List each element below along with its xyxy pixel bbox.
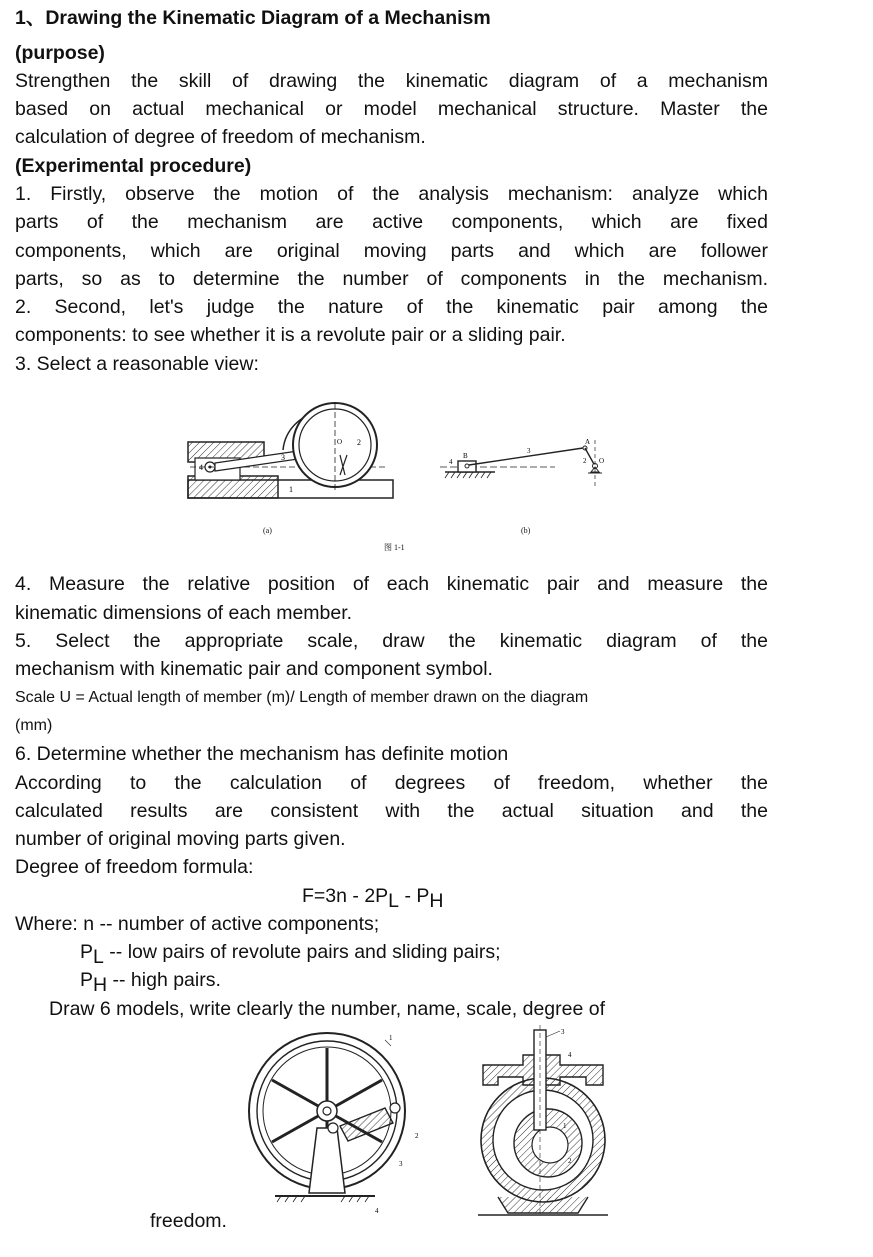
step-line-3: components, which are original moving parts and which are follower <box>15 240 768 262</box>
pump-label-2: 2 <box>568 1157 572 1165</box>
step5-line-2: mechanism with kinematic pair and component symbol. <box>15 658 493 680</box>
purpose-line-1: Strengthen the skill of drawing the kinematic diagram of a mechanism <box>15 70 768 92</box>
fig-a-label-1: 1 <box>289 485 293 494</box>
fig-a-label-4: 4 <box>199 463 203 472</box>
figure-flywheel-mechanism <box>245 1028 435 1218</box>
formula-prefix: F=3n - 2P <box>302 885 389 907</box>
step6-line-4: number of original moving parts given. <box>15 828 346 850</box>
step4-line-2: kinematic dimensions of each member. <box>15 602 353 624</box>
formula-sub-h: H <box>429 890 444 912</box>
pl-sub: L <box>93 946 104 968</box>
fig-b-label-4: 4 <box>449 458 453 466</box>
step-line-6: components: to see whether it is a revolute pair or a sliding pair. <box>15 324 566 346</box>
fig-label-a: (a) <box>263 526 272 535</box>
step6-line-5: Degree of freedom formula: <box>15 856 254 878</box>
step6-line-3: calculated results are consistent with the actual situation and the <box>15 800 768 822</box>
step-line-5: 2. Second, let's judge the nature of the kinematic pair among the <box>15 296 768 318</box>
step-line-7: 3. Select a reasonable view: <box>15 353 259 375</box>
step6-line-2: According to the calculation of degrees of freedom, whether the <box>15 772 768 794</box>
pump-label-1: 1 <box>563 1122 567 1130</box>
ph-p: P <box>80 969 94 991</box>
figure-1-1b-kinematic-diagram <box>435 438 610 488</box>
fig-b-label-o: O <box>599 457 605 465</box>
fig-b-label-3: 3 <box>527 447 531 455</box>
procedure-heading: (Experimental procedure) <box>15 155 252 177</box>
formula-sub-l: L <box>388 890 400 912</box>
formula-mid: - P <box>399 885 430 907</box>
where-line: Where: n -- number of active components; <box>15 913 380 935</box>
pl-rest: -- low pairs of revolute pairs and sliding pairs; <box>103 941 501 963</box>
freedom-word: freedom. <box>150 1210 227 1232</box>
fig-label-b: (b) <box>521 526 531 535</box>
pump-label-3: 3 <box>561 1028 565 1036</box>
fig-a-label-o: O <box>337 438 343 446</box>
step-line-2: parts of the mechanism are active components, which are fixed <box>15 211 768 233</box>
fig-b-label-b: B <box>463 452 468 460</box>
step-line-1: 1. Firstly, observe the motion of the analysis mechanism: analyze which <box>15 183 768 205</box>
page-title: 1、Drawing the Kinematic Diagram of a Mechanism <box>15 7 491 29</box>
purpose-line-3: calculation of degree of freedom of mechanism. <box>15 126 426 148</box>
pl-p: P <box>80 941 94 963</box>
step4-line-1: 4. Measure the relative position of each kinematic pair and measure the <box>15 573 768 595</box>
purpose-heading: (purpose) <box>15 42 105 64</box>
step6-line-1: 6. Determine whether the mechanism has definite motion <box>15 743 509 765</box>
ph-rest: -- high pairs. <box>107 969 221 991</box>
fig-b-label-a: A <box>585 438 591 446</box>
fig-caption: 图 1-1 <box>384 543 405 552</box>
draw-line: Draw 6 models, write clearly the number, name, scale, degree of <box>49 998 606 1020</box>
fw-label-1: 1 <box>389 1034 393 1042</box>
pump-label-4: 4 <box>568 1051 572 1059</box>
figure-pump-mechanism <box>468 1025 628 1220</box>
fw-label-3: 3 <box>399 1160 403 1168</box>
ph-sub: H <box>93 974 108 996</box>
fw-label-2: 2 <box>415 1132 419 1140</box>
fw-label-4: 4 <box>375 1207 379 1215</box>
scale-line-1: Scale U = Actual length of member (m)/ Length of member drawn on the diagram <box>15 689 589 706</box>
fig-a-label-2: 2 <box>357 438 361 447</box>
fig-a-label-3: 3 <box>281 453 285 462</box>
figure-1-1a-slider-crank <box>185 400 395 505</box>
step-line-4: parts, so as to determine the number of components in the mechanism. <box>15 268 768 290</box>
step5-line-1: 5. Select the appropriate scale, draw the kinematic diagram of the <box>15 630 768 652</box>
scale-line-2: (mm) <box>15 717 53 734</box>
fig-b-label-2: 2 <box>583 457 587 465</box>
purpose-line-2: based on actual mechanical or model mechanical structure. Master the <box>15 98 768 120</box>
